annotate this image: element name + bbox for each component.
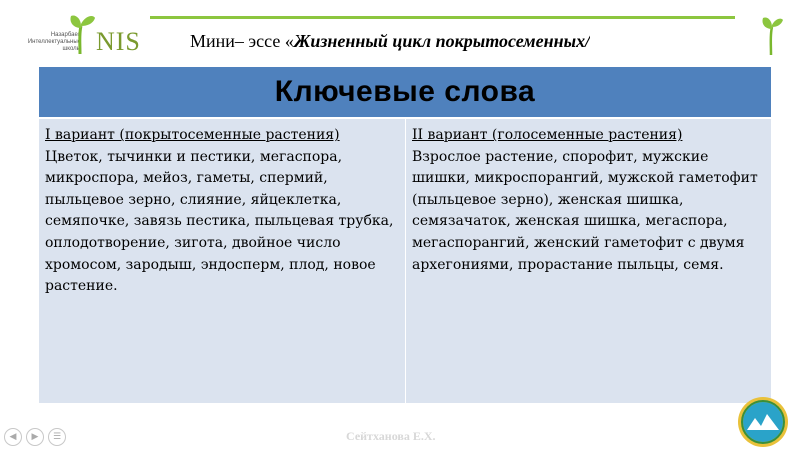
menu-icon[interactable]: ☰ [48, 428, 66, 446]
prev-slide-icon[interactable]: ◀ [4, 428, 22, 446]
variant1-text [45, 125, 397, 298]
keywords-table [38, 66, 772, 404]
almaty-emblem-icon [737, 396, 789, 448]
variant2-cell [407, 119, 771, 403]
variant2-title: II вариант (голосеменные растения) [412, 127, 683, 143]
variant1-cell [39, 119, 406, 403]
sprout-icon [63, 12, 97, 54]
title-italic: Жизненный цикл покрытосеменных/ [293, 31, 591, 51]
table-header [39, 67, 771, 119]
slide-nav[interactable] [4, 428, 66, 446]
next-slide-icon[interactable]: ▶ [26, 428, 44, 446]
variant1-title: I вариант (покрытосеменные растения) [45, 127, 340, 143]
logo-brand: NIS [96, 27, 141, 56]
top-accent-line [150, 16, 735, 19]
sprout-icon [758, 15, 784, 55]
variant2-body: Взрослое растение, спорофит, мужские шишки, микроспорангий, мужской гаметофит (пыльцевое зерно), женская шишка, семязачаток, женская шишка, мегаспора, мегаспорангий, женский гаметофит с двумя архегониями, прорастание пыльцы, семя. [412, 148, 758, 273]
author-footer: Сейтханова Е.Х. [346, 429, 436, 443]
title-prefix: Мини– эссе « [190, 31, 294, 51]
page-title [190, 31, 590, 57]
variant2-text [412, 125, 768, 276]
variant1-body: Цветок, тычинки и пестики, мегаспора, микроспора, мейоз, гаметы, спермий, пыльцевое зерно, слияние, яйцеклетка, семяпочке, завязь пестика, пыльцевая трубка, оплодотворение, зигота, двойное число хромосом, зародыш, эндосперм, плод, новое растение. [45, 148, 394, 295]
table-heading: Ключевые слова [274, 75, 536, 108]
logo-text: Назарбаев Интеллектуальные школы [27, 32, 81, 52]
